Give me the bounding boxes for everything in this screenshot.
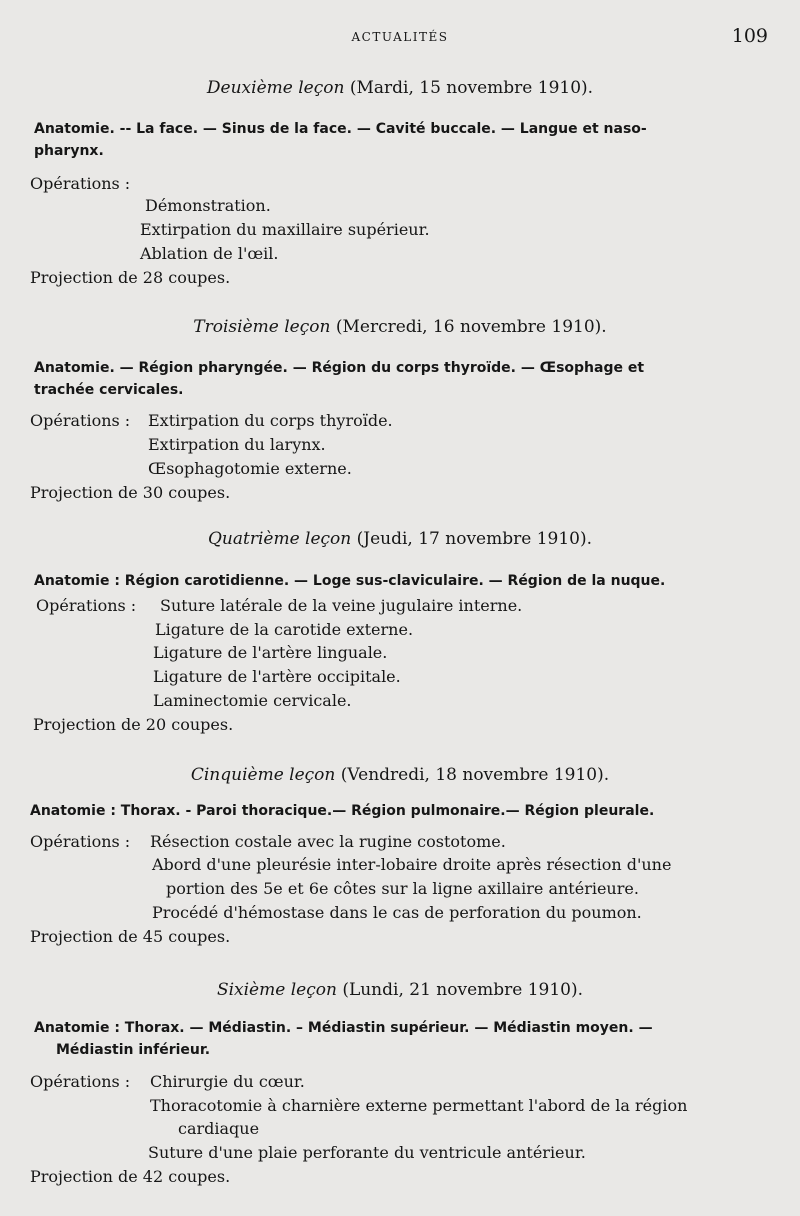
operation-item: Extirpation du corps thyroïde.	[148, 411, 393, 430]
operation-item: Extirpation du larynx.	[148, 435, 326, 454]
operation-item: portion des 5e et 6e côtes sur la ligne axillaire antérieure.	[166, 879, 639, 898]
operation-item: Chirurgie du cœur.	[150, 1072, 305, 1091]
operations-label: Opérations :	[36, 596, 137, 615]
running-title: ACTUALITÉS	[351, 30, 449, 44]
lesson-title	[0, 765, 800, 785]
projection-line: Projection de 42 coupes.	[30, 1167, 231, 1186]
anatomy-line: Anatomie : Région carotidienne. — Loge sus-claviculaire. — Région de la nuque.	[34, 573, 666, 589]
anatomy-line: Anatomie : Thorax. — Médiastin. – Médiastin supérieur. — Médiastin moyen. —	[34, 1020, 653, 1036]
operation-item: Suture latérale de la veine jugulaire interne.	[160, 596, 523, 615]
operations-label: Opérations :	[30, 1072, 131, 1091]
anatomy-text	[34, 118, 774, 162]
lesson-title-date: (Lundi, 21 novembre 1910).	[342, 980, 584, 1000]
operation-item: Œsophagotomie externe.	[148, 459, 352, 478]
page-number: 109	[731, 25, 768, 47]
projection-line: Projection de 28 coupes.	[30, 268, 231, 287]
lesson-title-date: (Vendredi, 18 novembre 1910).	[340, 765, 610, 785]
lesson-title	[0, 529, 800, 549]
anatomy-text	[34, 1017, 774, 1061]
anatomy-line: Anatomie. — Région pharyngée. — Région du corps thyroïde. — Œsophage et	[34, 360, 645, 376]
operation-item: Abord d'une pleurésie inter-lobaire droite après résection d'une	[152, 855, 672, 874]
operation-item: Ablation de l'œil.	[140, 244, 279, 263]
operations-label: Opérations :	[30, 832, 131, 851]
projection-line: Projection de 20 coupes.	[33, 715, 234, 734]
lesson-title-name: Cinquième leçon	[190, 765, 336, 785]
lesson-title-name: Deuxième leçon	[206, 78, 345, 98]
lesson-title-name: Quatrième leçon	[207, 529, 352, 549]
operation-item: Ligature de la carotide externe.	[155, 620, 414, 639]
operations-label: Opérations :	[30, 411, 131, 430]
operation-item: Résection costale avec la rugine costotome.	[150, 832, 506, 851]
anatomy-line-continued: Médiastin inférieur.	[56, 1042, 211, 1058]
operation-item: Extirpation du maxillaire supérieur.	[140, 220, 430, 239]
anatomy-text	[34, 570, 774, 592]
projection-line: Projection de 45 coupes.	[30, 927, 231, 946]
anatomy-text	[30, 800, 770, 822]
anatomy-text	[34, 357, 774, 401]
lesson-title-date: (Mardi, 15 novembre 1910).	[349, 78, 594, 98]
lesson-title-name: Troisième leçon	[193, 317, 331, 337]
lesson-title	[0, 317, 800, 337]
operation-item: Ligature de l'artère occipitale.	[153, 667, 401, 686]
lesson-title-name: Sixième leçon	[216, 980, 337, 1000]
operation-item: cardiaque	[178, 1119, 260, 1138]
operation-item: Suture d'une plaie perforante du ventricule antérieur.	[148, 1143, 586, 1162]
anatomy-line: Anatomie. -- La face. — Sinus de la face. — Cavité buccale. — Langue et naso-	[34, 121, 647, 137]
lesson-title	[0, 980, 800, 1000]
lesson-title-date: (Mercredi, 16 novembre 1910).	[335, 317, 607, 337]
anatomy-line-continued: trachée cervicales.	[34, 382, 184, 398]
lesson-title-date: (Jeudi, 17 novembre 1910).	[356, 529, 593, 549]
projection-line: Projection de 30 coupes.	[30, 483, 231, 502]
operations-label: Opérations :	[30, 174, 131, 193]
operation-item: Démonstration.	[145, 196, 271, 215]
operation-item: Ligature de l'artère linguale.	[153, 643, 388, 662]
operation-item: Laminectomie cervicale.	[153, 691, 352, 710]
anatomy-line-continued: pharynx.	[34, 143, 104, 159]
operation-item: Thoracotomie à charnière externe permettant l'abord de la région	[150, 1096, 688, 1115]
anatomy-line: Anatomie : Thorax. - Paroi thoracique.— Région pulmonaire.— Région pleurale.	[30, 803, 655, 819]
lesson-title	[0, 78, 800, 98]
operation-item: Procédé d'hémostase dans le cas de perforation du poumon.	[152, 903, 642, 922]
